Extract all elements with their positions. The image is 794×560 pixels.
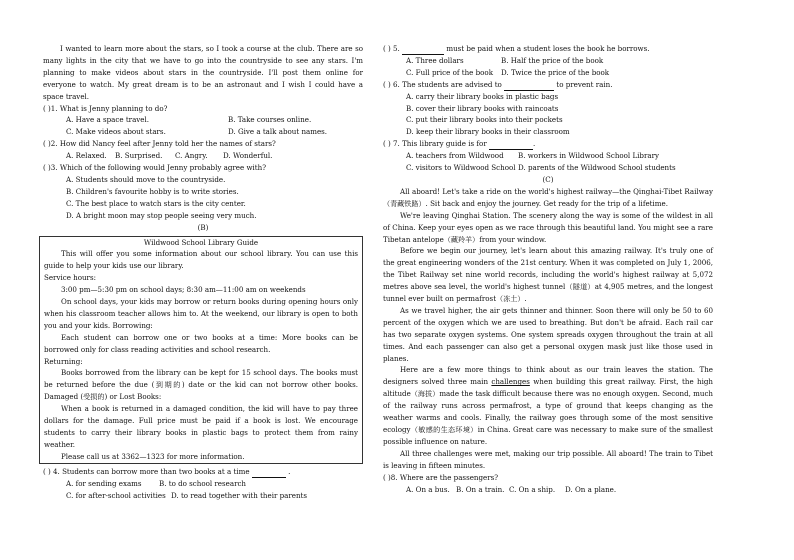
- service-hours-label: Service hours:: [44, 273, 96, 283]
- q5-stem-text: ( ) 5.: [383, 44, 400, 53]
- q8-option-d: D. On a plane.: [565, 484, 617, 494]
- service-hours: 3:00 pm—5:30 pm on school days; 8:30 am—11:00 am on weekends: [61, 285, 306, 295]
- guide-contact: Please call us at 3362—1323 for more information.: [61, 451, 245, 461]
- q3-option-a: A. Students should move to the countryside.: [66, 174, 226, 184]
- q6-stem-end: to prevent rain.: [556, 79, 613, 89]
- q5-stem-end: must be paid when a student loses the book he borrows.: [446, 44, 650, 53]
- q4-option-d: D. to read together with their parents: [171, 490, 308, 500]
- q7-blank: [489, 139, 536, 150]
- question-7-options-2: [383, 162, 713, 174]
- q4-stem-end: .: [288, 466, 291, 476]
- question-8-options: [383, 484, 713, 496]
- q7-option-c: C. visitors to Wildwood School: [406, 163, 516, 173]
- q3-option-d: D. A bright moon may stop people seeing very much.: [66, 210, 257, 220]
- q8-option-c: C. On a ship.: [509, 484, 556, 494]
- q6-blank: [504, 81, 554, 91]
- q7-option-d: D. parents of the Wildwood School students: [518, 163, 676, 173]
- question-4-stem: [43, 466, 363, 478]
- q6-option-c: C. put their library books into their pockets: [406, 115, 563, 125]
- question-1-options: [43, 114, 363, 126]
- q2-option-c: C. Angry.: [175, 151, 208, 161]
- question-7-options: [383, 150, 713, 162]
- q8-option-a: A. On a bus.: [406, 484, 450, 494]
- q1-option-b: B. Take courses online.: [228, 115, 312, 125]
- q1-option-a: A. Have a space travel.: [66, 115, 150, 125]
- passage-c-p4: As we travel higher, the air gets thinner and thinner. Soon there will only be 50 to 60 percent of the oxygen which we are used to breathing. But don't be afraid. Each rail car has two separate oxygen systems. One system spreads oxygen throughout the train at all times. And each passenger can also get a personal oxygen mask just like those used in planes.: [383, 305, 713, 363]
- q2-option-b: B. Surprised.: [115, 151, 163, 161]
- question-6-stem: [383, 79, 713, 91]
- p5-text-end: when building this great railway. First, the high altitude（海拔）made the task difficult because there was no enough oxygen. Second, much of the railway runs across permafrost, a type of ground that keeps changing as the weather warms and cools. Finally, the railway goes through some of the most sensitive ecology（敏感的生态环境）in China. Great care was necessary to make sure of the smallest possible influence on nature.: [383, 377, 713, 446]
- q5-option-b: B. Half the price of the book: [501, 55, 604, 65]
- q5-option-a: A. Three dollars: [406, 55, 464, 65]
- right-column: [383, 0, 713, 495]
- guide-hours-paragraph: On school days, your kids may borrow or return books during opening hours only when his classroom teacher allows him to. At the weekend, our library is open to both you and your kids. Borrowing:: [44, 297, 358, 330]
- question-5-stem: [383, 43, 713, 55]
- question-5-options: [383, 55, 713, 67]
- passage-c-p5: [383, 364, 713, 447]
- passage-c-p3: Before we begin our journey, let's learn about this amazing railway. It's truly one of the great engineering wonders of the 21st century. When it was completed on July 1, 2006, the Tibet Railway set nine world records, including the world's highest railway at 5,072 metres above sea level, the world's highest tunnel（隧道）at 4,905 metres, and the longest tunnel ever built on permafrost（冻土）.: [383, 246, 713, 304]
- library-guide-box: [39, 236, 363, 464]
- q4-option-b: B. to do school research: [159, 478, 247, 488]
- passage-a-text: I wanted to learn more about the stars, so I took a course at the club. There are so many lights in the city that we have to go into the countryside to see any stars. I'm planning to make videos about stars in the countryside. I'll post them online for everyone to watch. My great dream is to be an astronaut and I wish I could have a space travel.: [43, 44, 363, 101]
- q7-stem-text: ( ) 7. This library guide is for: [383, 139, 487, 149]
- guide-return-paragraph: Books borrowed from the library can be kept for 15 school days. The books must be returned before the due (到期的) date or the kid can not borrow other books. Damaged (受损的) or Lost Books:: [44, 368, 358, 402]
- q3-option-b: B. Children's favourite hobby is to write stories.: [66, 186, 239, 196]
- q6-option-d: D. keep their library books in their classroom: [406, 127, 570, 137]
- question-3-stem: ( )3. Which of the following would Jenny probably agree with?: [43, 163, 267, 173]
- q1-option-d: D. Give a talk about names.: [228, 127, 328, 137]
- p5-underlined-word: challenges: [491, 377, 530, 387]
- q5-option-d: D. Twice the price of the book: [501, 67, 610, 77]
- returning-label: Returning:: [44, 356, 83, 366]
- question-8-stem: ( )8. Where are the passengers?: [383, 472, 499, 482]
- q3-option-c: C. The best place to watch stars is the city center.: [66, 198, 246, 208]
- q4-blank: [252, 468, 286, 478]
- question-2-stem: ( )2. How did Nancy feel after Jenny told her the names of stars?: [43, 139, 276, 149]
- guide-borrow-paragraph: Each student can borrow one or two books at a time: More books can be borrowed only for class reading activities and school research.: [44, 332, 358, 354]
- q2-option-a: A. Relaxed.: [66, 151, 107, 161]
- question-2-options: [43, 150, 363, 162]
- q5-blank: [402, 45, 444, 55]
- question-4-options: [43, 478, 363, 490]
- question-1-stem: ( )1. What is Jenny planning to do?: [43, 103, 168, 113]
- q2-option-d: D. Wonderful.: [223, 151, 273, 161]
- q4-stem-text: ( ) 4. Students can borrow more than two books at a time: [43, 466, 250, 476]
- guide-intro: This will offer you some information about our school library. You can use this guide to help your kids use our library.: [44, 249, 358, 271]
- q6-option-b: B. cover their library books with raincoats: [406, 103, 559, 113]
- guide-damaged-paragraph: When a book is returned in a damaged condition, the kid will have to pay three dollars for the damage. Full price must be paid if a book is lost. We encourage students to carry their library books in plastic bags to protect them from rainy weather.: [44, 404, 358, 449]
- q4-option-c: C. for after-school activities: [66, 490, 166, 500]
- q1-option-c: C. Make videos about stars.: [66, 127, 166, 137]
- passage-c-p6: All three challenges were met, making our trip possible. All aboard! The train to Tibet is leaving in fifteen minutes.: [383, 448, 713, 470]
- q5-option-c: C. Full price of the book: [406, 67, 493, 77]
- question-1-options-2: [43, 126, 363, 138]
- q8-option-b: B. On a train.: [456, 484, 505, 494]
- q6-stem-text: ( ) 6. The students are advised to: [383, 79, 502, 89]
- left-column: [43, 0, 363, 501]
- question-4-options-2: [43, 490, 363, 502]
- p5-text-start: Here are a few more things to think about as our train leaves the station. The designers solved three main: [383, 365, 713, 387]
- question-5-options-2: [383, 67, 713, 79]
- q7-option-a: A. teachers from Wildwood: [406, 151, 504, 161]
- passage-c-p2: We're leaving Qinghai Station. The scenery along the way is some of the wildest in all of China. Keep your eyes open as we race through this beautiful land. You might see a rare Tibetan antelope（藏羚羊）from your window.: [383, 210, 713, 244]
- guide-title: Wildwood School Library Guide: [143, 237, 259, 247]
- section-c-label: (C): [542, 174, 554, 184]
- passage-c-p1: All aboard! Let's take a ride on the world's highest railway—the Qinghai-Tibet Railway（青藏铁路）. Sit back and enjoy the journey. Get ready for the trip of a lifetime.: [383, 186, 713, 208]
- q6-option-a: A. carry their library books in plastic bags: [406, 91, 559, 101]
- question-7-stem: [383, 138, 713, 150]
- q7-stem-end: .: [532, 139, 536, 149]
- q4-option-a: A. for sending exams: [66, 478, 142, 488]
- section-b-label: (B): [197, 222, 209, 232]
- q7-option-b: B. workers in Wildwood School Library: [518, 151, 659, 161]
